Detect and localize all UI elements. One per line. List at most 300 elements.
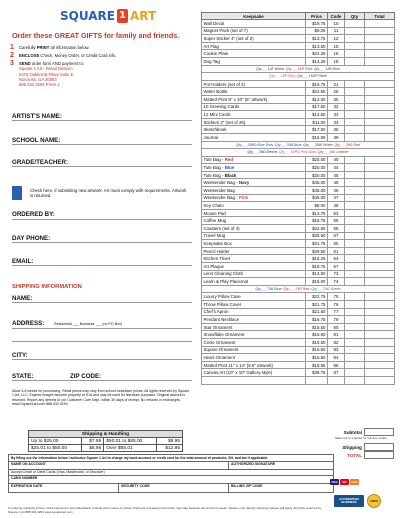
col-code: Code xyxy=(328,13,345,20)
keepsake-name: Kitchen Trivet xyxy=(202,255,306,263)
qty-input[interactable] xyxy=(345,133,365,141)
keepsake-code: 77 xyxy=(328,308,345,316)
keepsake-name: Pendant Necklace xyxy=(202,316,306,324)
headline: Order these GREAT GIFTS for family and friends. xyxy=(12,31,180,40)
line-total-input[interactable] xyxy=(365,331,395,339)
qty-input[interactable] xyxy=(345,338,365,346)
table-row xyxy=(202,80,395,88)
shipping-table-title: Shipping & Handling xyxy=(29,431,183,438)
line-total-input[interactable] xyxy=(365,338,395,346)
keepsake-price: $12.00 xyxy=(306,95,328,103)
expiration-field[interactable]: EXPIRATION DATE xyxy=(9,484,119,492)
keepsake-code: 40 xyxy=(328,156,345,164)
keepsake-price: $22.25 xyxy=(306,50,328,58)
city-input[interactable] xyxy=(12,359,192,360)
keepsake-name: Matted Print 8" x 10" (5" artwork) xyxy=(202,95,306,103)
line-total-input[interactable] xyxy=(365,156,395,164)
grade-teacher-input[interactable] xyxy=(12,166,192,167)
keepsake-code: 84 xyxy=(328,354,345,362)
keepsake-order-table xyxy=(201,12,395,385)
keepsake-price: $11.00 xyxy=(306,118,328,126)
qty-input[interactable] xyxy=(345,164,365,172)
keepsake-price: $45.00 xyxy=(306,187,328,195)
payment-authorization: By filling out the information below I authorize Square 1 Art to charge my bank account or credit card for the total amount of products, SH, and tax if applicable. xyxy=(9,455,333,462)
qty-input[interactable] xyxy=(345,331,365,339)
address-type-options[interactable]: Residential ___ Business ___ (no PO Box) xyxy=(54,322,123,326)
qty-input[interactable] xyxy=(345,361,365,369)
bbb-accredited-icon: ACCREDITED BUSINESS xyxy=(334,495,364,507)
keepsake-price: $14.50 xyxy=(306,111,328,119)
keepsake-name: Journal xyxy=(202,133,306,141)
keepsake-price: $20.00 xyxy=(306,171,328,179)
color-option[interactable]: Qty___39D Denim; xyxy=(247,150,279,155)
qty-input[interactable] xyxy=(345,80,365,88)
payment-row xyxy=(9,476,333,484)
fine-print: Allow 4-6 weeks for processing. Retail prices may vary from school fundraiser prices. All rights reserved by Square 1 Art, LLC. Expired images become property of S1A and may be used for literature purposes. Original artwork is returned. Report any defects to our Customer Care Dept. within 30 days of receipt. No refunds or exchanges. www.Square1art.com 888.332.3294 xyxy=(12,389,190,407)
qty-input[interactable] xyxy=(345,346,365,354)
col-total: Total xyxy=(365,13,395,20)
color-option[interactable]: Qty___39PD Pink Dots; xyxy=(278,150,318,155)
color-option[interactable]: Qty___74R Red; xyxy=(283,287,312,292)
table-row xyxy=(202,179,395,187)
line-total-input[interactable] xyxy=(365,308,395,316)
keepsake-name: Snowflake Ornament xyxy=(202,331,306,339)
color-option[interactable]: Qty___74B Blue; xyxy=(255,287,284,292)
footer-note: In ordering online/by school, stock payment to post office/bank. Include photo name on check. Payment processing and return may take between two and four weeks. Square 1 Art directly shipping charges will apply. All rights reserved by Square 1 Art 888.332.3294 www.square1art.com xyxy=(8,506,322,514)
shipping-range: Up to $25.00 xyxy=(29,438,82,445)
shipping-row xyxy=(29,438,183,445)
qty-input[interactable] xyxy=(345,232,365,240)
address-line: Square 1 Art - Retail Division xyxy=(19,66,73,72)
keepsake-code: 46 xyxy=(328,187,345,195)
day-phone-input[interactable] xyxy=(12,242,192,243)
line-total-input[interactable] xyxy=(365,225,395,233)
keepsake-base-name: Weekender Bag - xyxy=(203,195,239,201)
logo-word-square: SQUARE xyxy=(60,9,115,23)
step-number: 1 xyxy=(10,44,14,51)
qty-input[interactable] xyxy=(345,263,365,271)
table-row xyxy=(202,88,395,96)
keepsake-name: Star Ornament xyxy=(202,323,306,331)
line-total-input[interactable] xyxy=(365,361,395,369)
qty-input[interactable] xyxy=(345,88,365,96)
keepsake-code: 87 xyxy=(328,369,345,377)
shipping-input[interactable] xyxy=(364,443,394,451)
keepsake-base-name: Tote Bag - xyxy=(203,165,225,171)
table-row xyxy=(202,20,395,28)
keepsake-name: Magnet Pack (set of 7) xyxy=(202,27,306,35)
keepsake-name: Square Ornament xyxy=(202,346,306,354)
table-body xyxy=(202,20,395,385)
line-total-input[interactable] xyxy=(365,42,395,50)
step-3 xyxy=(10,61,190,87)
table-row xyxy=(202,35,395,43)
keepsake-name: Lens Cleaning Cloth xyxy=(202,270,306,278)
keepsake-price: $15.00 xyxy=(306,278,328,286)
keepsake-code: 74 xyxy=(328,278,345,286)
keepsake-name: Throw Pillow Cover xyxy=(202,300,306,308)
shipping-row xyxy=(201,443,394,451)
keepsake-price: $16.50 xyxy=(306,331,328,339)
color-option[interactable]: Qty___18R Red; xyxy=(285,66,314,71)
col-keepsake: Keepsake xyxy=(202,13,306,20)
keepsake-price: $17.50 xyxy=(306,126,328,134)
keepsake-base-name: Tote Bag - xyxy=(203,172,225,178)
qty-input[interactable] xyxy=(345,202,365,210)
keepsake-price xyxy=(306,376,328,384)
line-total-input[interactable] xyxy=(365,217,395,225)
step-text: all information below. xyxy=(49,45,90,50)
color-option[interactable]: Qty___74G Green xyxy=(311,287,341,292)
line-total-input[interactable] xyxy=(365,369,395,377)
shipping-fee: $12.95 xyxy=(157,445,183,452)
line-total-input[interactable] xyxy=(365,247,395,255)
table-row xyxy=(202,323,395,331)
keepsake-name xyxy=(202,179,306,187)
keepsake-code: 80 xyxy=(328,323,345,331)
keepsake-name: Super Sticker 4" (set of 2) xyxy=(202,35,306,43)
color-options[interactable] xyxy=(202,65,395,73)
keepsake-code: 81 xyxy=(328,331,345,339)
qty-input[interactable] xyxy=(345,20,365,28)
ship-name-input[interactable] xyxy=(12,302,192,303)
keepsake-price: $8.00 xyxy=(306,202,328,210)
line-total-input[interactable] xyxy=(365,27,395,35)
qty-input[interactable] xyxy=(345,187,365,195)
line-total-input[interactable] xyxy=(365,255,395,263)
table-row xyxy=(202,278,395,286)
line-total-input[interactable] xyxy=(365,103,395,111)
line-total-input[interactable] xyxy=(365,354,395,362)
table-row xyxy=(202,111,395,119)
keepsake-price: $9.25 xyxy=(306,27,328,35)
payment-box xyxy=(8,454,334,493)
table-row xyxy=(202,133,395,141)
line-total-input[interactable] xyxy=(365,316,395,324)
keepsake-code: 61 xyxy=(328,247,345,255)
keepsake-price: $18.75 xyxy=(306,263,328,271)
keepsake-price: $25.50 xyxy=(306,232,328,240)
col-qty: Qty xyxy=(345,13,365,20)
line-total-input[interactable] xyxy=(365,263,395,271)
keepsake-price: $18.55 xyxy=(306,361,328,369)
qty-input[interactable] xyxy=(345,35,365,43)
qty-input[interactable] xyxy=(345,27,365,35)
school-name-label: SCHOOL NAME: xyxy=(12,137,61,144)
guarantee-seal-icon: 100% xyxy=(367,494,381,508)
line-total-input[interactable] xyxy=(365,164,395,172)
keepsake-name: Learn & Play Placemat xyxy=(202,278,306,286)
line-total-input[interactable] xyxy=(365,209,395,217)
line-total-input[interactable] xyxy=(365,179,395,187)
qty-input[interactable] xyxy=(345,111,365,119)
table-row xyxy=(202,126,395,134)
table-row xyxy=(202,156,395,164)
keepsake-code: 45 xyxy=(328,179,345,187)
qty-input[interactable] xyxy=(345,369,365,377)
line-total-input[interactable] xyxy=(365,346,395,354)
table-row xyxy=(202,171,395,179)
qty-input[interactable] xyxy=(345,156,365,164)
keepsake-price: $16.50 xyxy=(306,346,328,354)
line-total-input[interactable] xyxy=(365,293,395,301)
ship-address-input[interactable] xyxy=(12,328,192,329)
city-label: CITY: xyxy=(12,352,28,359)
qty-input[interactable] xyxy=(345,247,365,255)
qty-input[interactable] xyxy=(345,194,365,202)
keepsake-color-word: Red xyxy=(224,157,234,163)
qty-input[interactable] xyxy=(345,179,365,187)
line-total-input[interactable] xyxy=(365,20,395,28)
line-total-input[interactable] xyxy=(365,95,395,103)
artist-name-label: ARTIST'S NAME: xyxy=(12,113,62,120)
qty-input[interactable] xyxy=(345,42,365,50)
line-total-input[interactable] xyxy=(365,133,395,141)
step-text: order form AND payment to: xyxy=(30,61,84,66)
color-option[interactable]: Qty___14F White; xyxy=(256,66,286,71)
line-total-input[interactable] xyxy=(365,300,395,308)
keepsake-price: $19.75 xyxy=(306,20,328,28)
shipping-handling-table xyxy=(28,430,183,452)
keepsake-name: Dog Tag xyxy=(202,57,306,65)
qty-input[interactable] xyxy=(345,50,365,58)
table-row xyxy=(202,338,395,346)
keepsake-name: Sketchbook xyxy=(202,126,306,134)
table-row xyxy=(202,232,395,240)
keepsake-name: Cookie Plate xyxy=(202,50,306,58)
qty-input[interactable] xyxy=(345,323,365,331)
table-row xyxy=(202,27,395,35)
keepsake-name: Pot Holders (set of 2) xyxy=(202,80,306,88)
keepsake-color-word: Navy xyxy=(238,180,250,186)
table-row xyxy=(202,202,395,210)
color-options[interactable] xyxy=(202,73,395,81)
keepsake-code: 75 xyxy=(328,293,345,301)
keepsake-base-name: Weekender Bag - xyxy=(203,180,239,186)
qty-input[interactable] xyxy=(345,354,365,362)
keepsake-code: 82 xyxy=(328,338,345,346)
line-total-input[interactable] xyxy=(365,57,395,65)
color-option[interactable]: Qty___18B Blue xyxy=(313,66,340,71)
color-options[interactable] xyxy=(202,141,395,149)
qty-input[interactable] xyxy=(345,95,365,103)
artist-name-input[interactable] xyxy=(12,120,192,121)
keepsake-price: $15.25 xyxy=(306,255,328,263)
line-total-input[interactable] xyxy=(365,202,395,210)
keepsake-code: 39 xyxy=(328,133,345,141)
keepsake-name xyxy=(202,171,306,179)
col-price: Price xyxy=(306,13,328,20)
qty-input[interactable] xyxy=(345,209,365,217)
shipping-range: Over $85.01 xyxy=(104,445,157,452)
table-row xyxy=(202,209,395,217)
color-options[interactable] xyxy=(202,285,395,293)
day-phone-label: DAY PHONE: xyxy=(12,235,51,242)
keepsake-code: 30 xyxy=(328,95,345,103)
qty-input[interactable] xyxy=(345,316,365,324)
keepsake-name: Matted Print 11" x 14" (8.5" artwork) xyxy=(202,361,306,369)
subtotal-label: Subtotal xyxy=(343,429,362,435)
keepsake-price: $16.75 xyxy=(306,80,328,88)
table-row xyxy=(202,225,395,233)
qty-input[interactable] xyxy=(345,300,365,308)
color-options[interactable] xyxy=(202,149,395,157)
color-option[interactable]: Qty___18P Pink; xyxy=(269,74,297,79)
keepsake-name xyxy=(202,376,306,384)
keepsake-price: $16.50 xyxy=(306,354,328,362)
subtotal-row xyxy=(201,428,394,436)
color-option[interactable]: Qty___39BD Blue Dots; xyxy=(235,142,276,147)
line-total-input[interactable] xyxy=(365,111,395,119)
keepsake-code: 16 xyxy=(328,50,345,58)
address-line: Norcross, GA 30093 xyxy=(19,76,57,82)
table-row xyxy=(202,240,395,248)
step-number: 3 xyxy=(10,60,14,67)
table-row xyxy=(202,270,395,278)
ordered-by-input[interactable] xyxy=(12,219,192,220)
line-total-input[interactable] xyxy=(365,50,395,58)
keepsake-price: $45.00 xyxy=(306,179,328,187)
billing-zip-field[interactable]: BILLING ZIP CODE xyxy=(231,484,263,488)
accepted-cards-note: Accept Credit or Debit Cards (Visa, Mastercard, or Discover) xyxy=(11,470,105,474)
name-on-account-field[interactable]: NAME ON ACCOUNT xyxy=(9,462,229,469)
ship-address-line2[interactable] xyxy=(12,341,192,342)
step-bold: ENCLOSE xyxy=(19,53,40,58)
qty-input[interactable] xyxy=(345,270,365,278)
card-number-field[interactable]: CARD NUMBER xyxy=(11,476,38,480)
qty-input[interactable] xyxy=(345,217,365,225)
qty-input[interactable] xyxy=(345,278,365,286)
step-number: 2 xyxy=(10,52,14,59)
total-input[interactable] xyxy=(364,451,394,459)
keepsake-name: 12 Mini Cards xyxy=(202,111,306,119)
table-row xyxy=(202,308,395,316)
qty-input[interactable] xyxy=(345,376,365,384)
security-code-field[interactable]: SECURITY CODE xyxy=(119,484,229,492)
line-total-input[interactable] xyxy=(365,88,395,96)
keepsake-price: $16.50 xyxy=(306,338,328,346)
keepsake-code: 36 xyxy=(328,126,345,134)
step-1 xyxy=(10,45,190,51)
address-line: 888.332.3294 Press 1 xyxy=(19,82,60,88)
color-option[interactable]: Qty___39R Red xyxy=(334,142,361,147)
color-option[interactable]: Qty___18GP Steel xyxy=(297,74,327,79)
table-row xyxy=(202,346,395,354)
line-total-input[interactable] xyxy=(365,187,395,195)
line-total-input[interactable] xyxy=(365,35,395,43)
keepsake-code: 67 xyxy=(328,263,345,271)
keepsake-code: 10 xyxy=(328,20,345,28)
school-name-input[interactable] xyxy=(12,144,192,145)
keepsake-name: Luxury Pillow Case xyxy=(202,293,306,301)
keepsake-name: Art Plaque xyxy=(202,263,306,271)
keepsake-name: Stickers 2" (set of 20) xyxy=(202,118,306,126)
color-option[interactable]: Qty___39B Blue; xyxy=(275,142,304,147)
keepsake-base-name: Tote Bag - xyxy=(203,157,225,163)
line-total-input[interactable] xyxy=(365,278,395,286)
keepsake-name xyxy=(202,164,306,172)
mastercard-icon: MC xyxy=(340,479,349,485)
line-total-input[interactable] xyxy=(365,240,395,248)
keepsake-name xyxy=(202,194,306,202)
line-total-input[interactable] xyxy=(365,171,395,179)
shipping-row xyxy=(29,445,183,452)
order-info-column xyxy=(0,0,195,425)
keepsake-color-word: Black xyxy=(224,172,237,178)
table-row xyxy=(202,263,395,271)
keepsake-price: $13.50 xyxy=(306,42,328,50)
email-input[interactable] xyxy=(12,265,192,266)
table-row xyxy=(202,50,395,58)
keepsake-name: Art Flag xyxy=(202,42,306,50)
keepsake-price: $21.50 xyxy=(306,308,328,316)
table-row xyxy=(202,293,395,301)
keepsake-code: 53 xyxy=(328,209,345,217)
keepsake-color-word: Pink xyxy=(238,195,249,201)
keepsake-code: 15 xyxy=(328,42,345,50)
ship-address-label: ADDRESS: xyxy=(12,320,45,327)
table-row xyxy=(202,42,395,50)
qty-input[interactable] xyxy=(345,103,365,111)
keepsake-code: 55 xyxy=(328,217,345,225)
qty-input[interactable] xyxy=(345,126,365,134)
total-label: TOTAL xyxy=(347,452,362,458)
line-total-input[interactable] xyxy=(365,323,395,331)
qty-input[interactable] xyxy=(345,225,365,233)
color-options-row xyxy=(202,149,395,157)
qty-input[interactable] xyxy=(345,255,365,263)
keepsake-price: $13.75 xyxy=(306,209,328,217)
state-zip-input[interactable] xyxy=(12,380,192,381)
new-artwork-checkbox[interactable] xyxy=(12,186,22,200)
line-total-input[interactable] xyxy=(365,232,395,240)
line-total-input[interactable] xyxy=(365,126,395,134)
keepsake-name: Canvas Art (10" x 10" Gallery-style) xyxy=(202,369,306,377)
color-options-row xyxy=(202,65,395,73)
line-total-input[interactable] xyxy=(365,80,395,88)
keepsake-code: 45 xyxy=(328,171,345,179)
signature-field[interactable]: AUTHORIZED SIGNATURE xyxy=(231,462,276,466)
color-options-row xyxy=(202,285,395,293)
table-row xyxy=(202,103,395,111)
color-option[interactable]: Qty___39W White; xyxy=(303,142,335,147)
qty-input[interactable] xyxy=(345,57,365,65)
mailing-address xyxy=(19,66,190,87)
keepsake-price: $45.00 xyxy=(306,194,328,202)
keepsake-price: $15.50 xyxy=(306,133,328,141)
line-total-input[interactable] xyxy=(365,194,395,202)
qty-input[interactable] xyxy=(345,171,365,179)
table-row xyxy=(202,118,395,126)
line-total-input[interactable] xyxy=(365,270,395,278)
line-total-input[interactable] xyxy=(365,118,395,126)
keepsake-code: 18 xyxy=(328,57,345,65)
shipping-range: $50.01 to $85.00 xyxy=(104,438,157,445)
shipping-label: Shipping xyxy=(342,444,362,450)
qty-input[interactable] xyxy=(345,293,365,301)
qty-input[interactable] xyxy=(345,308,365,316)
logo-word-art: ART xyxy=(129,9,157,23)
color-option[interactable]: Qty___39L Leather xyxy=(317,150,349,155)
subtotal-input[interactable] xyxy=(364,428,394,436)
qty-input[interactable] xyxy=(345,118,365,126)
table-row xyxy=(202,331,395,339)
new-artwork-note: Check here, if submitting new artwork. Art must comply with requirements. Artwork is returned. xyxy=(30,188,187,199)
keepsake-name: Travel Mug xyxy=(202,232,306,240)
keepsake-price: $20.00 xyxy=(306,164,328,172)
line-total-input[interactable] xyxy=(365,376,395,384)
qty-input[interactable] xyxy=(345,240,365,248)
